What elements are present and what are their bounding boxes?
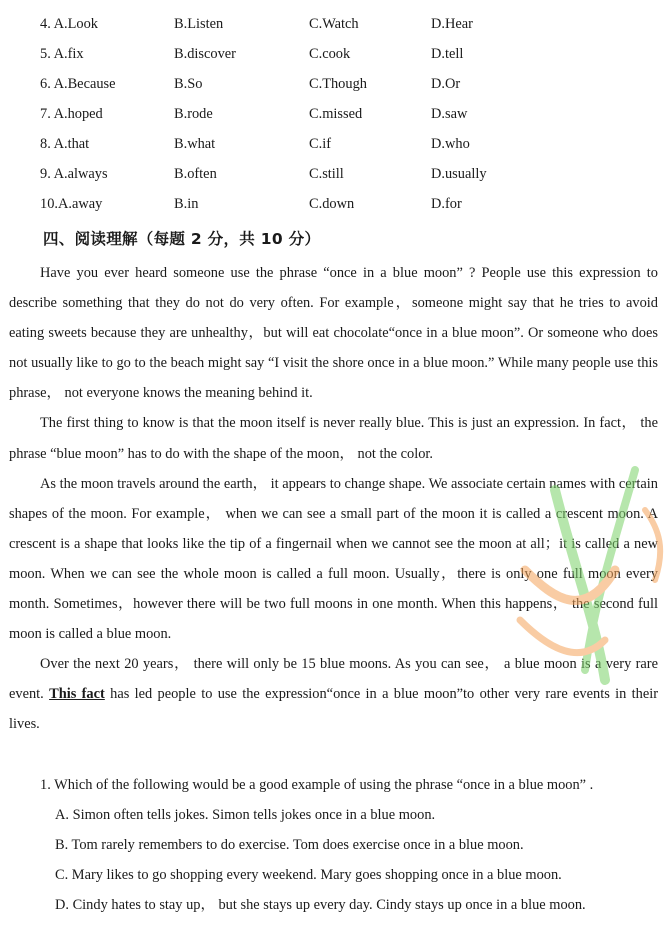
option-c: C.if — [309, 136, 331, 152]
option-d: D.Hear — [431, 16, 473, 32]
underlined-phrase: This fact — [49, 686, 105, 703]
choice-row — [0, 159, 664, 189]
option-c: C.Though — [309, 76, 367, 92]
passage-text: has led people to use the expression“once in a blue moon”to other very rare events in their lives. — [9, 686, 659, 733]
option-b: B.often — [174, 166, 217, 182]
choice-row — [0, 69, 664, 99]
option-c: C.cook — [309, 46, 351, 62]
answer-option: D. Cindy hates to stay up， but she stays up every day. Cindy stays up once in a blue moon. — [55, 897, 586, 913]
option-c: C.still — [309, 166, 344, 182]
option-c: C.down — [309, 196, 355, 212]
passage-paragraph: As the moon travels around the earth， it appears to change shape. We associate certain names with certain shapes of the moon. For example， when we can see a small part of the moon it is called a crescent moon. A crescent is a shape that looks like the tip of a fingernail when we cannot see the moon at all；it is called a new moon. When we can see the whole moon is called a full moon. Usually，there is only one full moon every month. Sometimes，however there will be two full moons in one month. When this happens， the second full moon is called a blue moon. — [9, 475, 658, 643]
choice-row — [0, 189, 664, 219]
option-a: 9. A.always — [40, 166, 108, 182]
question-stem: 1. Which of the following would be a good example of using the phrase “once in a blue moon” . — [40, 777, 594, 793]
option-c: C.missed — [309, 106, 363, 122]
choice-row — [0, 9, 664, 39]
passage-text: Over the next 20 years， there will only be 15 blue moons. As you can see， a blue moon is a very rare event. — [9, 656, 658, 703]
option-b: B.in — [174, 196, 199, 212]
option-a: 8. A.that — [40, 136, 90, 152]
option-b: B.discover — [174, 46, 236, 62]
choice-row — [0, 129, 664, 159]
option-b: B.what — [174, 136, 216, 152]
option-d: D.for — [431, 196, 462, 212]
option-b: B.Listen — [174, 16, 224, 32]
choice-row — [0, 39, 664, 69]
section-heading: 四、阅读理解（每题 2 分，共 10 分） — [43, 230, 321, 248]
option-c: C.Watch — [309, 16, 359, 32]
option-b: B.rode — [174, 106, 213, 122]
option-d: D.Or — [431, 76, 461, 92]
option-a: 5. A.fix — [40, 46, 84, 62]
option-d: D.tell — [431, 46, 464, 62]
choice-row — [0, 99, 664, 129]
answer-option: B. Tom rarely remembers to do exercise. Tom does exercise once in a blue moon. — [55, 837, 524, 853]
option-a: 4. A.Look — [40, 16, 98, 32]
option-d: D.saw — [431, 106, 468, 122]
reading-passage — [9, 258, 658, 740]
option-a: 10.A.away — [40, 196, 103, 212]
answer-option: C. Mary likes to go shopping every weekend. Mary goes shopping once in a blue moon. — [55, 867, 562, 883]
option-b: B.So — [174, 76, 203, 92]
option-d: D.usually — [431, 166, 487, 182]
option-d: D.who — [431, 136, 470, 152]
passage-paragraph: The first thing to know is that the moon itself is never really blue. This is just an expression. In fact， the phrase “blue moon” has to do with the shape of the moon， not the color. — [9, 415, 658, 462]
passage-paragraph: Have you ever heard someone use the phrase “once in a blue moon” ? People use this expression to describe something that they do not do very often. For example，someone might say that he tries to avoid eating sweets because they are unhealthy，but will eat chocolate“once in a blue moon”. Or someone who does not usually like to go to the beach might say “I visit the shore once in a blue moon.” While many people use this phrase， not everyone knows the meaning behind it. — [9, 265, 658, 402]
answer-option: A. Simon often tells jokes. Simon tells jokes once in a blue moon. — [55, 807, 436, 823]
option-a: 7. A.hoped — [40, 106, 103, 122]
option-a: 6. A.Because — [40, 76, 116, 92]
passage-paragraph — [9, 649, 658, 739]
